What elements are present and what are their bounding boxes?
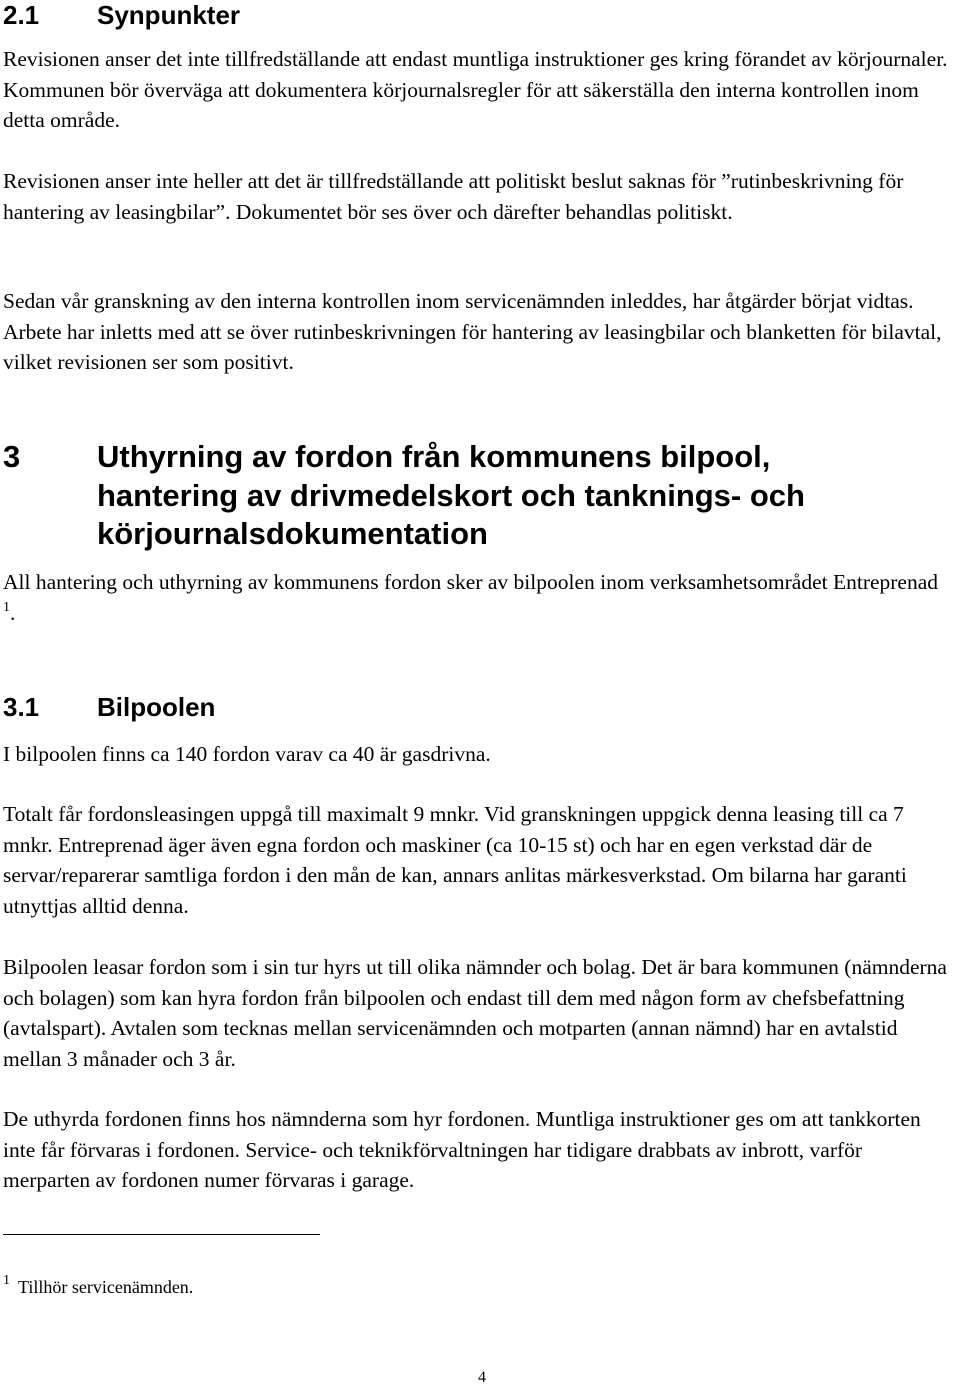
paragraph: Totalt får fordonsleasingen uppgå till maximalt 9 mnkr. Vid granskningen uppgick denna leasing till ca 7 mnkr. Entreprenad äger även egna fordon och maskiner (ca 10-15 st) och har en egen verkstad där de servar/reparerar samtliga fordon i den mån de kan, annars anlitas märkesverkstad. Om bilarna har garanti utnyttjas alltid denna. bbox=[3, 802, 907, 918]
section-title: Uthyrning av fordon från kommunens bilpool, hantering av drivmedelskort och tanknings- och körjournalsdokumentation bbox=[97, 439, 805, 551]
section-title: Synpunkter bbox=[97, 0, 241, 30]
section-title: Bilpoolen bbox=[97, 692, 216, 722]
intro-text: All hantering och uthyrning av kommunens fordon sker av bilpoolen inom verksamhetsområdet Entreprenad bbox=[3, 570, 939, 594]
paragraph: De uthyrda fordonen finns hos nämnderna som hyr fordonen. Muntliga instruktioner ges om att tankkorten inte får förvaras i fordonen. Service- och teknikförvaltningen har tidigare drabbats av inbrott, varför merparten av fordonen numer förvaras i garage. bbox=[3, 1107, 921, 1192]
footnote bbox=[3, 1275, 193, 1299]
intro-end: . bbox=[10, 600, 16, 625]
section-number: 3.1 bbox=[3, 692, 40, 722]
section-number: 3 bbox=[3, 439, 21, 474]
footnote-divider bbox=[3, 1234, 320, 1235]
paragraph: Revisionen anser det inte tillfredställande att endast muntliga instruktioner ges kring förandet av körjournaler. Kommunen bör överväga att dokumentera körjournalsregler för att säkerställa den interna kontrollen inom detta område. bbox=[3, 47, 948, 132]
paragraph: Bilpoolen leasar fordon som i sin tur hyrs ut till olika nämnder och bolag. Det är bara kommunen (nämnderna och bolagen) som kan hyra fordon från bilpoolen och endast till dem med någon form av chefsbefattning (avtalspart). Avtalen som tecknas mellan servicenämnden och motparten (annan nämnd) har en avtalstid mellan 3 månader och 3 år. bbox=[3, 955, 947, 1071]
page-number: 4 bbox=[478, 1369, 486, 1386]
footnote-mark: 1 bbox=[3, 1273, 10, 1288]
paragraph: I bilpoolen finns ca 140 fordon varav ca 40 är gasdrivna. bbox=[3, 742, 491, 766]
paragraph: Revisionen anser inte heller att det är tillfredställande att politiskt beslut saknas för ”rutinbeskrivning för hantering av leasingbilar”. Dokumentet bör ses över och därefter behandlas politiskt. bbox=[3, 169, 904, 224]
footnote-text: Tillhör servicenämnden. bbox=[18, 1277, 194, 1297]
paragraph: Sedan vår granskning av den interna kontrollen inom servicenämnden inleddes, har åtgärder börjat vidtas. Arbete har inletts med att se över rutinbeskrivningen för hantering av leasingbilar och blanketten för bilavtal, vilket revisionen ser som positivt. bbox=[3, 289, 942, 374]
section-number: 2.1 bbox=[3, 0, 40, 30]
section-intro-paragraph bbox=[3, 567, 953, 628]
footnote-reference: 1 bbox=[3, 599, 10, 615]
